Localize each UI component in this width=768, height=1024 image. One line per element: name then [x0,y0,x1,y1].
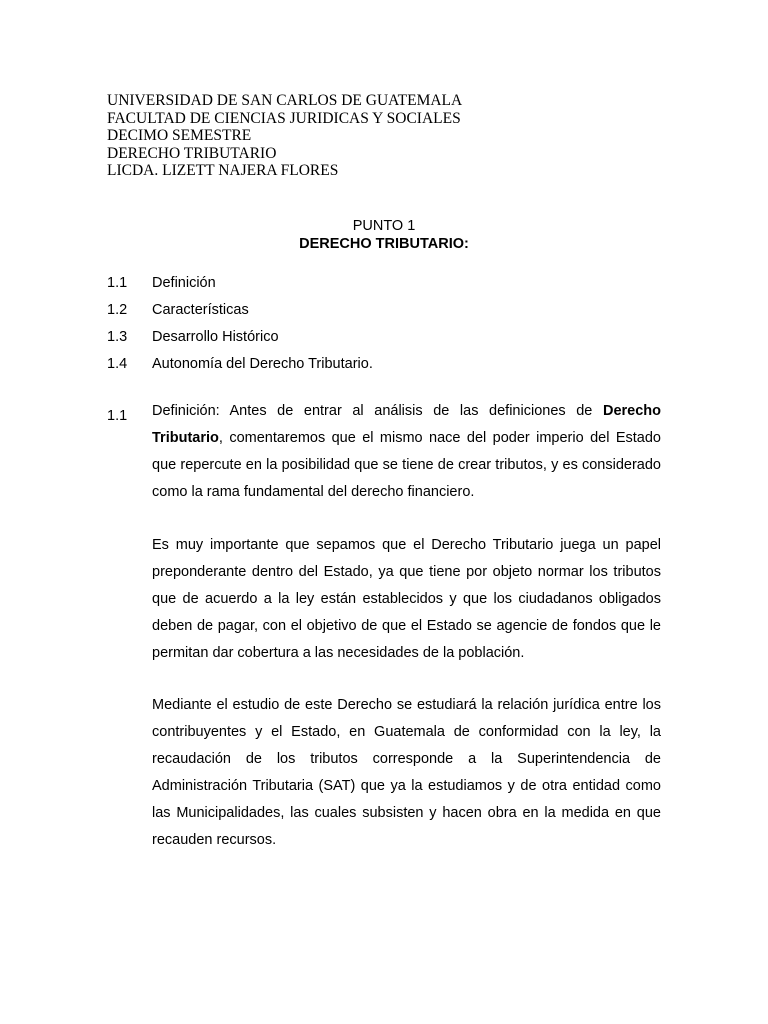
bold-term: Derecho Tributario [152,403,661,446]
toc-item [107,350,373,377]
section-number: 1.1 [107,408,128,424]
paragraph-text: Definición: Antes de entrar al análisis de las definiciones de [152,403,603,419]
header-course: DERECHO TRIBUTARIO [107,144,277,162]
toc-item-label: Desarrollo Histórico [152,328,279,345]
document-header [107,92,462,180]
toc-item-label: Definición [152,274,216,291]
paragraph-study: Mediante el estudio de este Derecho se estudiará la relación jurídica entre los contribuyentes y el Estado, en Guatemala de conformidad con la ley, la recaudación de los tributos corresponde a la Superintendencia de Administración Tributaria (SAT) que ya la estudiamos y de otra entidad como las Municipalidades, las cuales subsisten y hacen obra en la medida en que recauden recursos. [152,697,661,848]
paragraph-text: , comentaremos que el mismo nace del poder imperio del Estado que repercute en la posibilidad que se tiene de crear tributos, y es considerado como la rama fundamental del derecho financiero. [152,430,661,500]
toc-item [107,269,373,296]
header-university: UNIVERSIDAD DE SAN CARLOS DE GUATEMALA [107,92,463,109]
toc-item [107,323,373,350]
toc-item [107,296,373,323]
paragraph-importance: Es muy importante que sepamos que el Derecho Tributario juega un papel preponderante dentro del Estado, ya que tiene por objeto normar los tributos que de acuerdo a la ley están establecidos y que los ciudadanos obligados deben de pagar, con el objetivo de que el Estado se agencie de fondos que le permitan dar cobertura a las necesidades de la población. [152,537,661,661]
toc-item-label: Características [152,301,249,318]
subject-heading: DERECHO TRIBUTARIO: [299,236,469,252]
toc-item-number: 1.2 [107,301,128,318]
punto-heading: PUNTO 1 [352,218,416,234]
paragraph-definition [152,398,661,506]
toc-item-number: 1.4 [107,355,128,372]
toc-item-number: 1.1 [107,274,128,291]
table-of-contents [107,269,373,377]
header-faculty: FACULTAD DE CIENCIAS JURIDICAS Y SOCIALES [107,109,461,127]
header-instructor: LICDA. LIZETT NAJERA FLORES [107,162,339,179]
header-semester: DECIMO SEMESTRE [107,127,252,144]
toc-item-number: 1.3 [107,328,128,345]
toc-item-label: Autonomía del Derecho Tributario. [152,355,373,372]
